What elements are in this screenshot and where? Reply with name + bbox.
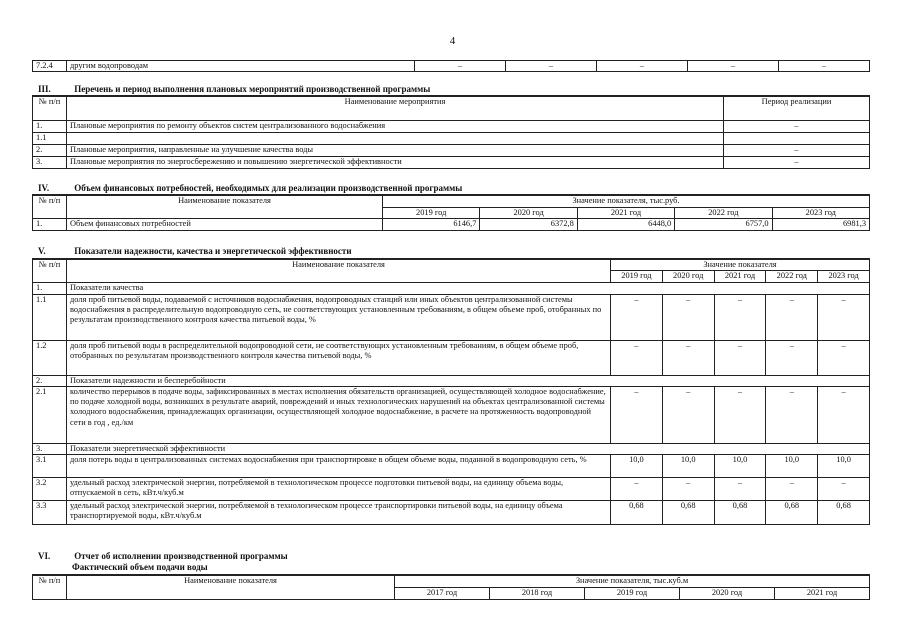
value-cell: – (415, 61, 506, 72)
row-number: 1.2 (33, 340, 67, 375)
table-row (33, 156, 870, 168)
value-cell: – (611, 340, 663, 375)
year-header: 2018 год (490, 587, 585, 599)
year-header: 2020 год (680, 587, 775, 599)
year-header: 2017 год (395, 587, 490, 599)
group-name: Показатели надежности и бесперебойности (67, 375, 870, 386)
row-number: 2. (33, 144, 67, 156)
section-3-table (32, 95, 870, 169)
year-header: 2019 год (383, 207, 480, 218)
row-number: 3.2 (33, 478, 67, 501)
section-title: Показатели надежности, качества и энергетической эффективности (74, 246, 352, 256)
row-name: количество перерывов в подаче воды, зафиксированных в местах исполнения обязательств организацией, осуществляющей холодное водоснабжение, по подаче холодной воды, возникших в результате аварий, повреждений и иных технологических нарушений на объектах централизованной системы холодного водоснабжения, принадлежащих организации, осуществляющей холодное водоснабжение, в расчете на протяженность водопроводной сети в год , ед./км (67, 386, 611, 443)
row-name: Плановые мероприятия по ремонту объектов систем централизованного водоснабжения (67, 120, 724, 132)
row-name: Плановые мероприятия, направленные на улучшение качества воды (67, 144, 724, 156)
value-cell: – (818, 478, 870, 501)
header-name: Наименование показателя (67, 195, 383, 218)
table-row (33, 501, 870, 525)
table-row (33, 455, 870, 478)
year-header: 2021 год (714, 271, 766, 283)
group-name: Показатели энергетической эффективности (67, 443, 870, 454)
table-row (33, 61, 870, 72)
header-name: Наименование показателя (67, 575, 395, 599)
table-row (33, 294, 870, 340)
section-number: VI. (38, 551, 51, 561)
header-name: Наименование мероприятия (67, 96, 724, 120)
value-cell: – (818, 294, 870, 340)
row-period: – (724, 144, 870, 156)
header-period: Период реализации (724, 96, 870, 120)
value-cell: – (597, 61, 688, 72)
value-cell: 10,0 (714, 455, 766, 478)
value-cell: 0,68 (611, 501, 663, 525)
value-cell: 0,68 (766, 501, 818, 525)
year-header: 2021 год (577, 207, 674, 218)
value-cell: – (766, 340, 818, 375)
value-cell: – (506, 61, 597, 72)
table-row (33, 132, 870, 144)
table-header-row (33, 96, 870, 120)
value-cell: – (766, 478, 818, 501)
value-cell: – (662, 478, 714, 501)
group-name: Показатели качества (67, 283, 870, 294)
row-number: 1.1 (33, 294, 67, 340)
value-cell: – (818, 340, 870, 375)
value-cell: – (779, 61, 870, 72)
section-4-table (32, 194, 870, 231)
section-6-table (32, 574, 870, 600)
value-cell: – (662, 340, 714, 375)
table-row (33, 443, 870, 454)
year-header: 2022 год (766, 271, 818, 283)
section-5-heading (38, 246, 352, 256)
header-value: Значение показателя, тыс.руб. (383, 195, 870, 207)
year-header: 2023 год (818, 271, 870, 283)
value-cell: 6757,0 (675, 218, 772, 230)
value-cell: 6372,8 (480, 218, 577, 230)
row-number: 3.3 (33, 501, 67, 525)
row-period: – (724, 156, 870, 168)
header-value: Значение показателя, тыс.куб.м (395, 575, 870, 587)
value-cell: 10,0 (611, 455, 663, 478)
section-title: Объем финансовых потребностей, необходимых для реализации производственной программы (74, 183, 463, 193)
section-5-table (32, 258, 870, 525)
value-cell: – (818, 386, 870, 443)
value-cell: 10,0 (766, 455, 818, 478)
row-name: Плановые мероприятия по энергосбережению и повышению энергетической эффективности (67, 156, 724, 168)
row-name: доля проб питьевой воды, подаваемой с источников водоснабжения, водопроводных станций или иных объектов централизованной системы водоснабжения в распределительную водопроводную сеть, не соответствующих установленным требованиям, в общем объеме проб, отобранных по результатам производственного контроля качества питьевой воды, % (67, 294, 611, 340)
row-number: 2.1 (33, 386, 67, 443)
header-num: № п/п (33, 259, 67, 283)
table-row (33, 375, 870, 386)
value-cell: – (611, 294, 663, 340)
row-number: 7.2.4 (33, 61, 67, 72)
year-header: 2020 год (480, 207, 577, 218)
table-header-row (33, 259, 870, 271)
header-num: № п/п (33, 195, 67, 218)
table-row (33, 120, 870, 132)
row-number: 1.1 (33, 132, 67, 144)
value-cell: – (714, 294, 766, 340)
row-name: доля потерь воды в централизованных системах водоснабжения при транспортировке в общем объеме воды, поданной в водопроводную сеть, % (67, 455, 611, 478)
value-cell: – (611, 478, 663, 501)
year-header: 2019 год (585, 587, 680, 599)
value-cell: – (662, 386, 714, 443)
year-header: 2022 год (675, 207, 772, 218)
value-cell: 10,0 (818, 455, 870, 478)
value-cell: – (714, 386, 766, 443)
value-cell: 6981,3 (772, 218, 869, 230)
year-header: 2020 год (662, 271, 714, 283)
table-row (33, 218, 870, 230)
value-cell: 0,68 (818, 501, 870, 525)
year-header: 2021 год (775, 587, 870, 599)
row-name: другим водопроводам (67, 61, 415, 72)
row-period: – (724, 120, 870, 132)
section-4-heading (38, 183, 462, 193)
header-num: № п/п (33, 96, 67, 120)
value-cell: – (611, 386, 663, 443)
year-header: 2023 год (772, 207, 869, 218)
row-number: 3. (33, 156, 67, 168)
value-cell: – (766, 386, 818, 443)
table-row (33, 478, 870, 501)
table-row (33, 386, 870, 443)
row-number: 3. (33, 443, 67, 454)
section-6-subtitle: Фактический объем подачи воды (72, 562, 208, 572)
row-name: доля проб питьевой воды в распределительной водопроводной сети, не соответствующих установленным требованиям, в общем объеме проб, отобранных по результатам производственного контроля качества питьевой воды, % (67, 340, 611, 375)
section-6-heading (38, 551, 288, 561)
row-number: 1. (33, 120, 67, 132)
table-row (33, 283, 870, 294)
row-name: удельный расход электрической энергии, потребляемой в технологическом процессе подготовки питьевой воды, на единицу объема воды, отпускаемой в сеть, кВт.ч/куб.м (67, 478, 611, 501)
value-cell: 6448,0 (577, 218, 674, 230)
header-value: Значение показателя (611, 259, 870, 271)
header-name: Наименование показателя (67, 259, 611, 283)
table-row (33, 144, 870, 156)
top-continuation-table (32, 60, 870, 72)
value-cell: – (714, 340, 766, 375)
year-header: 2019 год (611, 271, 663, 283)
section-title: Отчет об исполнении производственной программы (74, 551, 288, 561)
value-cell: 0,68 (714, 501, 766, 525)
value-cell: – (766, 294, 818, 340)
value-cell: – (662, 294, 714, 340)
row-period (724, 132, 870, 144)
page-number: 4 (449, 35, 456, 47)
value-cell: 6146,7 (383, 218, 480, 230)
table-header-row (33, 195, 870, 207)
row-name (67, 132, 724, 144)
section-number: IV. (38, 183, 50, 193)
section-3-heading (38, 84, 430, 94)
header-num: № п/п (33, 575, 67, 599)
row-number: 3.1 (33, 455, 67, 478)
row-number: 2. (33, 375, 67, 386)
row-name: удельный расход электрической энергии, потребляемой в технологическом процессе транспортировки питьевой воды, на единицу объема транспортируемой воды, кВт.ч/куб.м (67, 501, 611, 525)
section-number: III. (38, 84, 51, 94)
table-row (33, 340, 870, 375)
value-cell: 10,0 (662, 455, 714, 478)
row-number: 1. (33, 283, 67, 294)
table-header-row (33, 575, 870, 587)
section-title: Перечень и период выполнения плановых мероприятий производственной программы (74, 84, 431, 94)
value-cell: – (688, 61, 779, 72)
section-number: V. (38, 246, 46, 256)
value-cell: – (714, 478, 766, 501)
row-number: 1. (33, 218, 67, 230)
value-cell: 0,68 (662, 501, 714, 525)
row-name: Объем финансовых потребностей (67, 218, 383, 230)
